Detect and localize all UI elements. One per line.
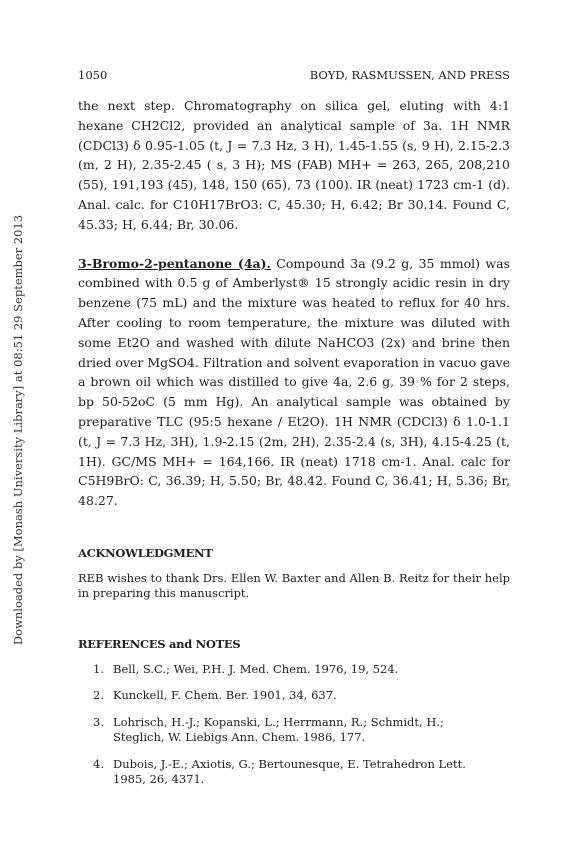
download-watermark-text: Downloaded by [Monash University Library] at 08:51 29 September 2013 <box>11 214 25 646</box>
reference-number: 4. <box>93 756 104 771</box>
procedure-text: Compound 3a (9.2 g, 35 mmol) was combined with 0.5 g of Amberlyst® 15 strongly acidic resin in dry benzene (75 mL) and the mixture was heated to reflux for 40 hrs. After cooling to room temperature, the mixture was diluted with some Et2O and washed with dilute NaHCO3 (2x) and brine then dried over MgSO4. Filtration and solvent evaporation in vacuo gave a brown oil which was distilled to give 4a, 2.6 g, 39 % for 2 steps, bp 50-52oC (5 mm Hg). An analytical sample was obtained by preparative TLC (95:5 hexane / Et2O). 1H NMR (CDCl3) δ 1.0-1.1 (t, J = 7.3 Hz, 3H), 1.9-2.15 (2m, 2H), 2.35-2.4 (s, 3H), 4.15-4.25 (t, 1H). GC/MS MH+ = 164,166. IR (neat) 1718 cm-1. Anal. calc for C5H9BrO: C, 36.39; H, 5.50; Br, 48.42. Found C, 36.41; H, 5.36; Br, 48.27. <box>78 255 510 509</box>
compound-title: 3-Bromo-2-pentanone (4a). <box>78 255 271 271</box>
acknowledgment-text: REB wishes to thank Drs. Ellen W. Baxter and Allen B. Reitz for their help in preparing this manuscript. <box>78 570 510 601</box>
reference-number: 1. <box>93 661 104 676</box>
reference-number: 2. <box>93 688 104 703</box>
paragraph-analysis-3a: the next step. Chromatography on silica gel, eluting with 4:1 hexane CH2Cl2, provided an analytical sample of 3a. 1H NMR (CDCl3) δ 0.95-1.05 (t, J = 7.3 Hz, 3 H), 1.45-1.55 (s, 9 H), 2.15-2.3 (m, 2 H), 2.35-2.45 ( s, 3 H); MS (FAB) MH+ = 263, 265, 208,210 (55), 191,193 (45), 148, 150 (65), 73 (100). IR (neat) 1723 cm-1 (d). Anal. calc. for C10H17BrO3: C, 45.30; H, 6.42; Br 30.14. Found C, 45.33; H, 6.44; Br, 30.06. <box>78 98 510 232</box>
download-watermark <box>10 185 26 675</box>
article-body <box>78 96 510 799</box>
reference-text: Dubois, J.-E.; Axiotis, G.; Bertounesque, E. Tetrahedron Lett. 1985, 26, 4371. <box>113 756 466 787</box>
reference-list <box>78 662 510 788</box>
reference-item <box>78 688 510 704</box>
reference-text: Kunckell, F. Chem. Ber. 1901, 34, 637. <box>113 688 337 703</box>
reference-item <box>78 715 510 746</box>
reference-text: Bell, S.C.; Wei, P.H. J. Med. Chem. 1976, 19, 524. <box>113 661 399 676</box>
references-heading: REFERENCES and NOTES <box>78 636 241 651</box>
acknowledgment-heading: ACKNOWLEDGMENT <box>78 545 213 560</box>
reference-item <box>78 662 510 678</box>
reference-number: 3. <box>93 714 104 729</box>
paragraph-3-bromo-2-pentanone <box>78 254 510 511</box>
reference-item <box>78 757 510 788</box>
page-number: 1050 <box>78 68 108 82</box>
reference-text: Lohrisch, H.-J.; Kopanski, L.; Herrmann, R.; Schmidt, H.; Steglich, W. Liebigs Ann. Chem. 1986, 177. <box>113 714 444 745</box>
running-head: BOYD, RASMUSSEN, AND PRESS <box>309 68 510 82</box>
